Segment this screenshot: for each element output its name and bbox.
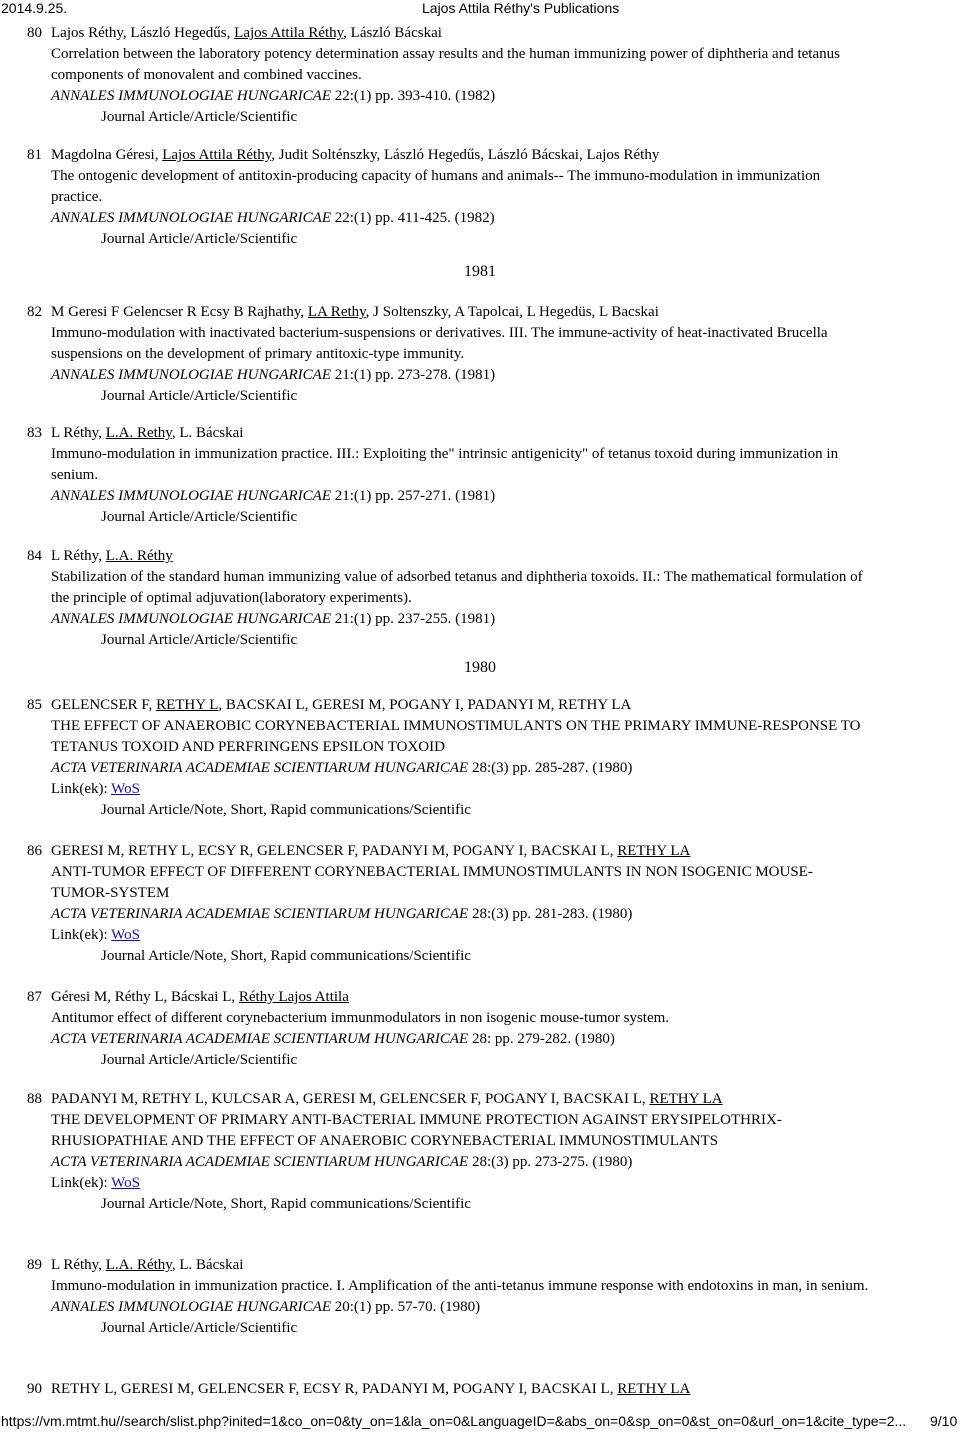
publication-entry (0, 987, 960, 1071)
entry-number: 83 (27, 425, 42, 441)
entry-title: Antitumor effect of different corynebacterium immunmodulators in non isogenic mouse-tumor system. (51, 1010, 670, 1026)
publication-type: Journal Article/Note, Short, Rapid communications/Scientific (101, 802, 471, 818)
wos-link[interactable]: WoS (111, 781, 140, 797)
volume-pages-year: 21:(1) pp. 257-271. (1981) (330, 488, 496, 504)
author-text: , László Bácskai (343, 25, 442, 41)
author-link[interactable]: Lajos Attila Réthy (162, 147, 272, 163)
author-text: L Réthy, (51, 548, 106, 564)
entry-body (51, 841, 871, 967)
entry-citation (51, 1152, 871, 1173)
entry-authors (51, 23, 871, 44)
entry-title: Correlation between the laboratory potency determination assay results and the human immunizing power of diphtheria and tetanus components of monovalent and combined vaccines. (51, 46, 840, 83)
entry-body (51, 1089, 871, 1215)
entry-number: 84 (27, 548, 42, 564)
entry-title: Immuno-modulation in immunization practice. III.: Exploiting the" intrinsic antigenicity" of tetanus toxoid during immunization in senium. (51, 446, 839, 483)
entry-body (51, 1379, 871, 1400)
entry-authors (51, 841, 871, 862)
entry-authors (51, 546, 871, 567)
author-text: , L. Bácskai (171, 1257, 244, 1273)
entry-citation (51, 1029, 871, 1050)
entry-body (51, 695, 871, 821)
entry-authors (51, 987, 871, 1008)
links-label: Link(ek): (51, 1175, 112, 1191)
page-number: 9/10 (930, 1413, 958, 1429)
author-text: L Réthy, (51, 1257, 106, 1273)
year-heading-1981: 1981 (464, 263, 496, 280)
entry-number: 85 (27, 697, 42, 713)
journal-name: ANNALES IMMUNOLOGIAE HUNGARICAE (51, 88, 331, 104)
entry-title: THE DEVELOPMENT OF PRIMARY ANTI-BACTERIAL IMMUNE PROTECTION AGAINST ERYSIPELOTHRIX-RHUSIOPATHIAE AND THE EFFECT OF ANAEROBIC CORYNEBACTERIAL IMMUNOSTIMULANTS (51, 1112, 782, 1149)
entry-citation (51, 86, 871, 107)
author-link[interactable]: Réthy Lajos Attila (238, 989, 349, 1005)
journal-name: ACTA VETERINARIA ACADEMIAE SCIENTIARUM HUNGARICAE (51, 760, 469, 776)
entry-links (51, 925, 871, 946)
entry-citation (51, 758, 871, 779)
author-text: Géresi M, Réthy L, Bácskai L, (51, 989, 239, 1005)
entry-body (51, 145, 871, 250)
entry-links (51, 1173, 871, 1194)
entry-title: Stabilization of the standard human immunizing value of adsorbed tetanus and diphtheria toxoids. II.: The mathematical formulation of the principle of optimal adjuvation(laboratory experiments). (51, 569, 863, 606)
entry-body (51, 423, 871, 528)
journal-name: ANNALES IMMUNOLOGIAE HUNGARICAE (51, 1299, 331, 1315)
publication-entry (0, 23, 960, 128)
entry-title: Immuno-modulation with inactivated bacterium-suspensions or derivatives. III. The immune-activity of heat-inactivated Brucella suspensions on the development of primary antitoxic-type immunity. (51, 325, 828, 362)
entry-title: Immuno-modulation in immunization practice. I. Amplification of the anti-tetanus immune response with endotoxins in man, in senium. (51, 1278, 869, 1294)
entry-citation (51, 609, 871, 630)
journal-name: ANNALES IMMUNOLOGIAE HUNGARICAE (51, 611, 331, 627)
author-link[interactable]: RETHY LA (649, 1091, 723, 1107)
entry-authors (51, 302, 871, 323)
entry-number: 90 (27, 1381, 42, 1397)
author-link[interactable]: LA Rethy (307, 304, 366, 320)
volume-pages-year: 28:(3) pp. 285-287. (1980) (468, 760, 633, 776)
journal-name: ACTA VETERINARIA ACADEMIAE SCIENTIARUM HUNGARICAE (51, 906, 469, 922)
publication-entry (0, 841, 960, 967)
publication-type: Journal Article/Article/Scientific (101, 109, 298, 125)
author-link[interactable]: RETHY L (156, 697, 219, 713)
footer-url: https://vm.mtmt.hu//search/slist.php?inited=1&co_on=0&ty_on=1&la_on=0&LanguageID=&abs_on=0&sp_on=0&st_on=0&url_on=1&cite_type=2... (1, 1413, 907, 1429)
entry-authors (51, 695, 871, 716)
author-text: , J Soltenszky, A Tapolcai, L Hegedüs, L Bacskai (365, 304, 659, 320)
author-text: GERESI M, RETHY L, ECSY R, GELENCSER F, PADANYI M, POGANY I, BACSKAI L, (51, 843, 618, 859)
publication-type: Journal Article/Article/Scientific (101, 509, 298, 525)
volume-pages-year: 28:(3) pp. 281-283. (1980) (468, 906, 633, 922)
entry-number: 82 (27, 304, 42, 320)
entry-body (51, 546, 871, 651)
entry-authors (51, 1255, 871, 1276)
author-text: Magdolna Géresi, (51, 147, 163, 163)
entry-number: 86 (27, 843, 42, 859)
journal-name: ANNALES IMMUNOLOGIAE HUNGARICAE (51, 367, 331, 383)
entry-body (51, 987, 871, 1071)
author-link[interactable]: L.A. Rethy (105, 425, 172, 441)
author-link[interactable]: L.A. Réthy (105, 1257, 172, 1273)
publication-entry (0, 1379, 960, 1400)
publication-entry (0, 1255, 960, 1339)
journal-name: ANNALES IMMUNOLOGIAE HUNGARICAE (51, 488, 331, 504)
author-text: , L. Bácskai (171, 425, 244, 441)
author-text: GELENCSER F, (51, 697, 157, 713)
links-label: Link(ek): (51, 927, 112, 943)
page-title: Lajos Attila Réthy's Publications (422, 0, 620, 16)
author-text: , BACSKAI L, GERESI M, POGANY I, PADANYI M, RETHY LA (218, 697, 632, 713)
entry-citation (51, 486, 871, 507)
publication-entry (0, 302, 960, 407)
entry-links (51, 779, 871, 800)
author-link[interactable]: Lajos Attila Réthy (234, 25, 344, 41)
entry-citation (51, 904, 871, 925)
volume-pages-year: 22:(1) pp. 411-425. (1982) (330, 210, 495, 226)
publication-entry (0, 1089, 960, 1215)
author-link[interactable]: L.A. Réthy (105, 548, 173, 564)
entry-number: 80 (27, 25, 42, 41)
volume-pages-year: 21:(1) pp. 273-278. (1981) (330, 367, 496, 383)
author-text: M Geresi F Gelencser R Ecsy B Rajhathy, (51, 304, 308, 320)
publication-type: Journal Article/Article/Scientific (101, 388, 298, 404)
publication-entry (0, 423, 960, 528)
entry-title: THE EFFECT OF ANAEROBIC CORYNEBACTERIAL IMMUNOSTIMULANTS ON THE PRIMARY IMMUNE-RESPONSE TO TETANUS TOXOID AND PERFRINGENS EPSILON TOXOID (51, 718, 861, 755)
publication-type: Journal Article/Note, Short, Rapid communications/Scientific (101, 1196, 471, 1212)
entry-citation (51, 1297, 871, 1318)
author-text: L Réthy, (51, 425, 106, 441)
publication-entry (0, 546, 960, 651)
entry-body (51, 1255, 871, 1339)
volume-pages-year: 20:(1) pp. 57-70. (1980) (330, 1299, 481, 1315)
volume-pages-year: 28: pp. 279-282. (1980) (468, 1031, 615, 1047)
print-date: 2014.9.25. (1, 0, 68, 16)
publication-type: Journal Article/Article/Scientific (101, 632, 298, 648)
publication-type: Journal Article/Article/Scientific (101, 231, 298, 247)
publication-type: Journal Article/Article/Scientific (101, 1052, 298, 1068)
wos-link[interactable]: WoS (111, 1175, 140, 1191)
entry-authors (51, 145, 871, 166)
publication-entry (0, 145, 960, 250)
wos-link[interactable]: WoS (111, 927, 140, 943)
year-heading-1980: 1980 (464, 659, 496, 676)
links-label: Link(ek): (51, 781, 112, 797)
volume-pages-year: 22:(1) pp. 393-410. (1982) (330, 88, 496, 104)
journal-name: ACTA VETERINARIA ACADEMIAE SCIENTIARUM HUNGARICAE (51, 1031, 469, 1047)
entry-citation (51, 365, 871, 386)
entry-authors (51, 1089, 871, 1110)
publication-entry (0, 695, 960, 821)
author-link[interactable]: RETHY LA (617, 1381, 691, 1397)
entry-body (51, 302, 871, 407)
entry-number: 87 (27, 989, 42, 1005)
author-text: , Judit Solténszky, László Hegedűs, László Bácskai, Lajos Réthy (271, 147, 660, 163)
publication-type: Journal Article/Article/Scientific (101, 1320, 298, 1336)
volume-pages-year: 28:(3) pp. 273-275. (1980) (468, 1154, 633, 1170)
journal-name: ACTA VETERINARIA ACADEMIAE SCIENTIARUM HUNGARICAE (51, 1154, 469, 1170)
volume-pages-year: 21:(1) pp. 237-255. (1981) (330, 611, 496, 627)
entry-authors (51, 423, 871, 444)
journal-name: ANNALES IMMUNOLOGIAE HUNGARICAE (51, 210, 331, 226)
entry-number: 81 (27, 147, 42, 163)
author-text: Lajos Réthy, László Hegedűs, (51, 25, 235, 41)
entry-authors (51, 1379, 871, 1400)
publication-type: Journal Article/Note, Short, Rapid communications/Scientific (101, 948, 471, 964)
entry-body (51, 23, 871, 128)
entry-number: 89 (27, 1257, 42, 1273)
author-link[interactable]: RETHY LA (617, 843, 691, 859)
entry-title: ANTI-TUMOR EFFECT OF DIFFERENT CORYNEBACTERIAL IMMUNOSTIMULANTS IN NON ISOGENIC MOUSE-TUMOR-SYSTEM (51, 864, 813, 901)
author-text: RETHY L, GERESI M, GELENCSER F, ECSY R, PADANYI M, POGANY I, BACSKAI L, (51, 1381, 618, 1397)
entry-number: 88 (27, 1091, 42, 1107)
entry-citation (51, 208, 871, 229)
entry-title: The ontogenic development of antitoxin-producing capacity of humans and animals-- The immuno-modulation in immunization practice. (51, 168, 821, 205)
author-text: PADANYI M, RETHY L, KULCSAR A, GERESI M, GELENCSER F, POGANY I, BACSKAI L, (51, 1091, 650, 1107)
